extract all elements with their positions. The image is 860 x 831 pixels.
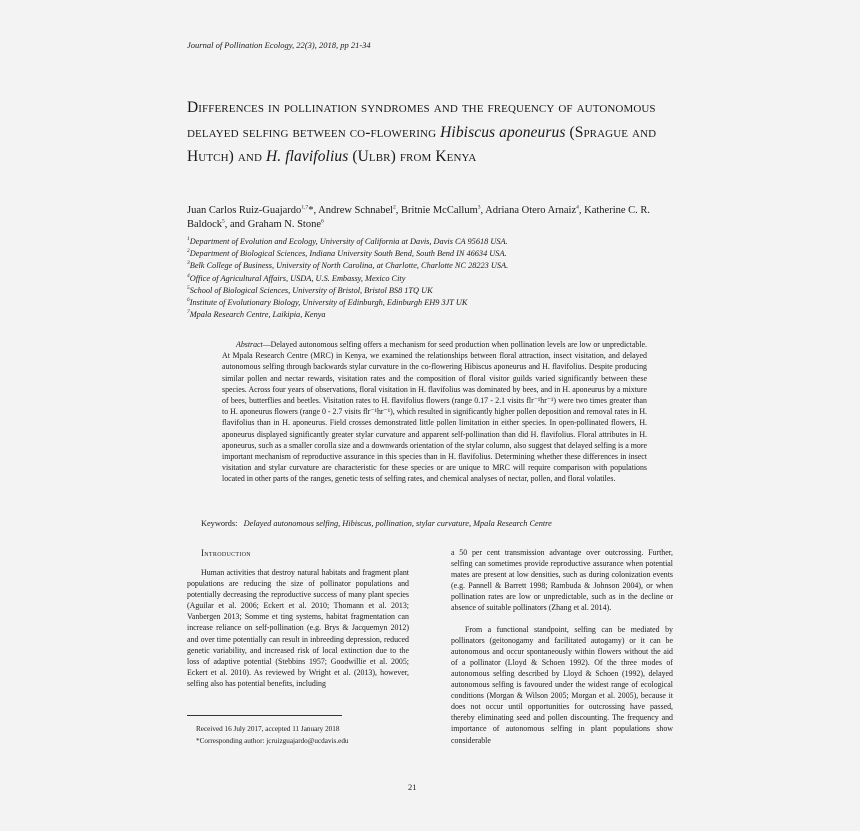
author: Andrew Schnabel$^2$,: [318, 204, 402, 216]
affiliation: $^1$Department of Evolution and Ecology, University of California at Davis, Davis CA 95618 USA.: [187, 236, 508, 246]
abstract: [222, 339, 647, 485]
body-column-left: [187, 567, 409, 689]
title-part-2: (Sprague and Hutch) and: [187, 123, 657, 165]
affiliation: $^3$Belk College of Business, University of North Carolina, at Charlotte, Charlotte NC 28223 USA.: [187, 260, 509, 271]
footnotes: [196, 724, 416, 747]
author: Adriana Otero Arnaiz$^4$,: [485, 204, 585, 216]
section-heading-introduction: Introduction: [201, 548, 251, 558]
footnote-divider: [187, 715, 342, 716]
affiliation: $^2$Department of Biological Sciences, Indiana University South Bend, South Bend IN 46634 USA.: [187, 248, 507, 259]
paper-title: [187, 96, 677, 170]
footnote-corresponding: *Corresponding author: jcruizguajardo@ucdavis.edu: [196, 736, 349, 745]
keywords: [201, 519, 671, 528]
author-list: [187, 204, 679, 231]
paragraph: Human activities that destroy natural habitats and fragment plant populations are reducing the size of pollinator populations and potentially decreasing the reproductive success of many plant species (Aguilar et al. 2006; Eckert et al. 2010; Thomann et al. 2013; Vanbergen 2013; Somme et ting systems, habitat fragmentation can increase reliance on self-pollination (e.g. Brys & Jacquemyn 2012) and over time potentially can result in inbreeding depression, reduced genetic variability, and increased risk of local extinction due to the loss of adaptive potential (Stebbins 1957; Goodwillie et al. 2005; Eckert et al. 2010). As reviewed by Wright et al. (2013), however, selfing also has potential benefits, including: [187, 568, 409, 688]
paragraph: From a functional standpoint, selfing can be mediated by pollinators (geitonogamy and facilitated autogamy) or it can be autonomous and occur spontaneously within flowers without the aid of a pollinator (Lloyd & Schoen 1992). Of the three modes of autonomous selfing described by Lloyd & Schoen (1992), delayed autonomous selfing is favoured under the widest range of ecological conditions (Morgan & Wilson 2005; Morgan et al. 2005), because it does not occur until opportunities for outcrossing have passed, thereby eliminating seed and pollen discounting. The frequency and importance of autonomous selfing in plant populations show considerable: [451, 624, 673, 745]
author: Juan Carlos Ruiz-Guajardo$^{1,7}$*,: [187, 204, 319, 216]
affiliation: $^7$Mpala Research Centre, Laikipia, Kenya: [187, 309, 326, 320]
keywords-text: Delayed autonomous selfing, Hibiscus, pollination, stylar curvature, Mpala Research Centre: [243, 519, 552, 528]
title-italic-2: H. flavifolius: [266, 148, 349, 165]
abstract-label: Abstract: [236, 340, 263, 349]
affiliation: $^6$Institute of Evolutionary Biology, University of Edinburgh, Edinburgh EH9 3JT UK: [187, 297, 468, 308]
paragraph: a 50 per cent transmission advantage over outcrossing. Further, selfing can sometimes provide reproductive assurance when potential mates are present at low densities, such as during colonization events (e.g. Pannell & Barrett 1998; Rambuda & Johnson 2004), or when pollination rates are low or unpredictable, such as in the decline or absence of suitable pollinators (Zhang et al. 2014).: [451, 548, 673, 613]
affiliation: $^4$Office of Agricultural Affairs, USDA, U.S. Embassy, Mexico City: [187, 272, 406, 283]
page-number: 21: [408, 782, 417, 792]
affiliation-list: [187, 236, 667, 321]
affiliation: $^5$School of Biological Sciences, University of Bristol, Bristol BS8 1TQ UK: [187, 285, 433, 295]
title-italic-1: Hibiscus aponeurus: [440, 123, 566, 141]
keywords-label: Keywords:: [201, 519, 238, 528]
footnote-received: Received 16 July 2017, accepted 11 January 2018: [196, 725, 340, 733]
title-part-3: (Ulbr) from Kenya: [352, 148, 477, 165]
author: Graham N. Stone$^6$: [247, 218, 324, 230]
abstract-text: —Delayed autonomous selfing offers a mechanism for seed production when pollination levels are low or unpredictable. At Mpala Research Centre (MRC) in Kenya, we examined the relationships between floral attraction, insect visitation, and delayed autonomous selfing through backwards stylar curvature in the co-flowering Hibiscus aponeurus and H. flavifolius. Despite producing similar pollen and nectar rewards, visitation rates and the composition of floral visitor guilds varied significantly between these species. Across four years of observations, floral visitation in H. flavifolius was dominated by bees, and in H. aponeurus by a mixture of bees, butterflies and beetles. Visitation rates to H. flavifolius flowers (range 0.17 - 2.1 visits flr⁻¹hr⁻¹) were two times greater than to H. aponeurus flowers (range 0 - 2.7 visits flr⁻¹hr⁻¹), which resulted in significantly higher pollen deposition and removal rates in H. flavifolius than in H. aponeurus. Field crosses demonstrated little pollen limitation in either species. In open-pollinated flowers, H. aponeurus displayed significantly greater stylar curvature and apparent self-pollination than did H. flavifolius. Floral attributes in H. aponeurus, such as a smaller corolla size and a downwards orientation of the stylar column, also suggest that delayed selfing is a more important mechanism of reproductive assurance in this species than in H. flavifolius. Determining whether these differences in insect visitation and stylar curvature are characteristic for these species or are unique to MRC will require comparison with populations located in other parts of the ranges, genetic tests of selfing rates, and chemical analyses of nectar, pollen, and floral volatiles.: [222, 340, 647, 484]
author: Britnie McCallum$^3$,: [401, 204, 486, 216]
title-part-1: Differences in pollination syndromes and the frequency of autonomous delayed selfing between co-flowering: [187, 99, 656, 141]
author: Katherine C. R. Baldock$^5$, and: [187, 205, 651, 230]
body-column-right: [451, 547, 673, 746]
journal-citation: Journal of Pollination Ecology, 22(3), 2018, pp 21-34: [187, 40, 371, 50]
